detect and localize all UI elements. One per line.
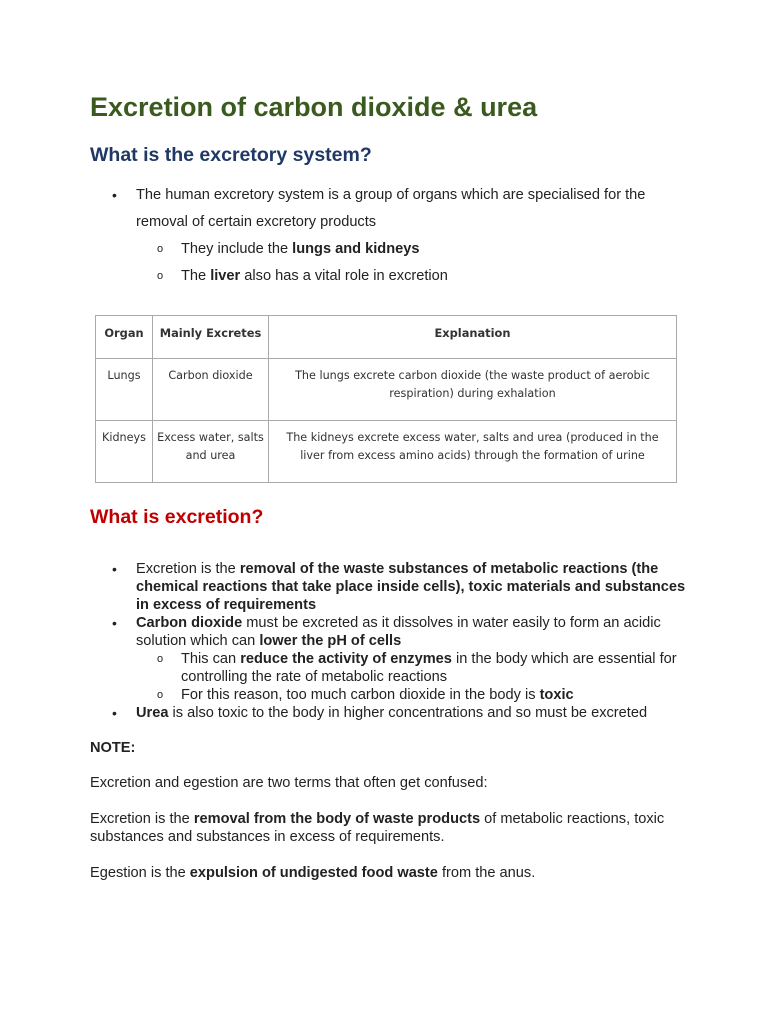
note-paragraph <box>90 864 690 882</box>
list-item-bold: lower the pH of cells <box>259 633 402 649</box>
list-item-bold: reduce the activity of enzymes <box>240 651 452 667</box>
list-item-text: They include the <box>181 241 293 257</box>
sub-list-item <box>90 686 690 704</box>
list-item <box>90 704 690 722</box>
list-item-text: The human excretory system is a group of organs which are specialised for the removal of certain excretory products <box>136 187 646 230</box>
list-item-text: in the body which are essential for controlling the rate of metabolic reactions <box>181 651 677 685</box>
note-label-text: NOTE: <box>90 740 136 756</box>
list-item <box>90 560 690 614</box>
paragraph-text: from the anus. <box>437 865 536 881</box>
list-item-text: The <box>181 268 211 284</box>
table-cell: Kidneys <box>96 421 153 483</box>
bullet-icon: • <box>112 187 117 203</box>
circle-bullet-icon: o <box>157 243 164 255</box>
list-item-bold: Urea <box>136 705 169 721</box>
list-item-text: This can <box>181 651 241 667</box>
paragraph-bold: removal from the body of waste products <box>193 811 481 827</box>
circle-bullet-icon: o <box>157 689 164 701</box>
paragraph-text: Egestion is the <box>90 865 190 881</box>
excretory-system-list <box>90 182 690 290</box>
paragraph-text: Excretion is the <box>90 811 194 827</box>
list-item-text: must be excreted as it dissolves in water easily to form an acidic solution which can <box>136 615 661 649</box>
bullet-icon: • <box>112 705 117 721</box>
list-item-bold: removal of the waste substances of metabolic reactions (the chemical reactions that take place inside cells), toxic materials and substances in excess of requirements <box>136 561 686 613</box>
list-item-text: For this reason, too much carbon dioxide in the body is <box>181 687 540 703</box>
list-item-text: Excretion is the <box>136 561 240 577</box>
table-cell: The kidneys excrete excess water, salts and urea (produced in the liver from excess amino acids) through the formation of urine <box>269 421 677 483</box>
table-header: Organ <box>96 316 153 359</box>
list-item <box>90 614 690 650</box>
list-item <box>90 182 690 236</box>
list-item-text: also has a vital role in excretion <box>240 268 448 284</box>
table-row <box>96 421 677 483</box>
paragraph-bold: expulsion of undigested food waste <box>189 865 438 881</box>
sub-list-item <box>90 263 690 290</box>
bullet-icon: • <box>112 561 117 577</box>
circle-bullet-icon: o <box>157 653 164 665</box>
list-item-text: is also toxic to the body in higher concentrations and so must be excreted <box>168 705 648 721</box>
note-paragraph <box>90 810 690 846</box>
page-title: Excretion of carbon dioxide & urea <box>90 92 538 122</box>
table-cell: Excess water, salts and urea <box>153 421 269 483</box>
list-item-bold: toxic <box>539 687 574 703</box>
list-item-bold: lungs and kidneys <box>292 241 420 257</box>
excretion-list <box>90 560 690 722</box>
section-heading-excretory-system: What is the excretory system? <box>90 144 372 166</box>
paragraph-text: of metabolic reactions, toxic substances and substances in excess of requirements. <box>90 811 665 845</box>
note-paragraph: Excretion and egestion are two terms that often get confused: <box>90 775 488 791</box>
table-row <box>96 359 677 421</box>
list-item-bold: liver <box>210 268 241 284</box>
section-heading-excretion: What is excretion? <box>90 506 264 528</box>
table-header: Explanation <box>269 316 677 359</box>
sub-list-item <box>90 650 690 686</box>
circle-bullet-icon: o <box>157 270 164 282</box>
note-label <box>90 739 690 757</box>
bullet-icon: • <box>112 615 117 631</box>
table-header: Mainly Excretes <box>153 316 269 359</box>
table-cell: Carbon dioxide <box>153 359 269 421</box>
table-cell: Lungs <box>96 359 153 421</box>
list-item-bold: Carbon dioxide <box>136 615 243 631</box>
table-header-row <box>96 316 677 359</box>
sub-list-item <box>90 236 690 263</box>
table-cell: The lungs excrete carbon dioxide (the waste product of aerobic respiration) during exhalation <box>269 359 677 421</box>
organ-table <box>95 315 676 483</box>
